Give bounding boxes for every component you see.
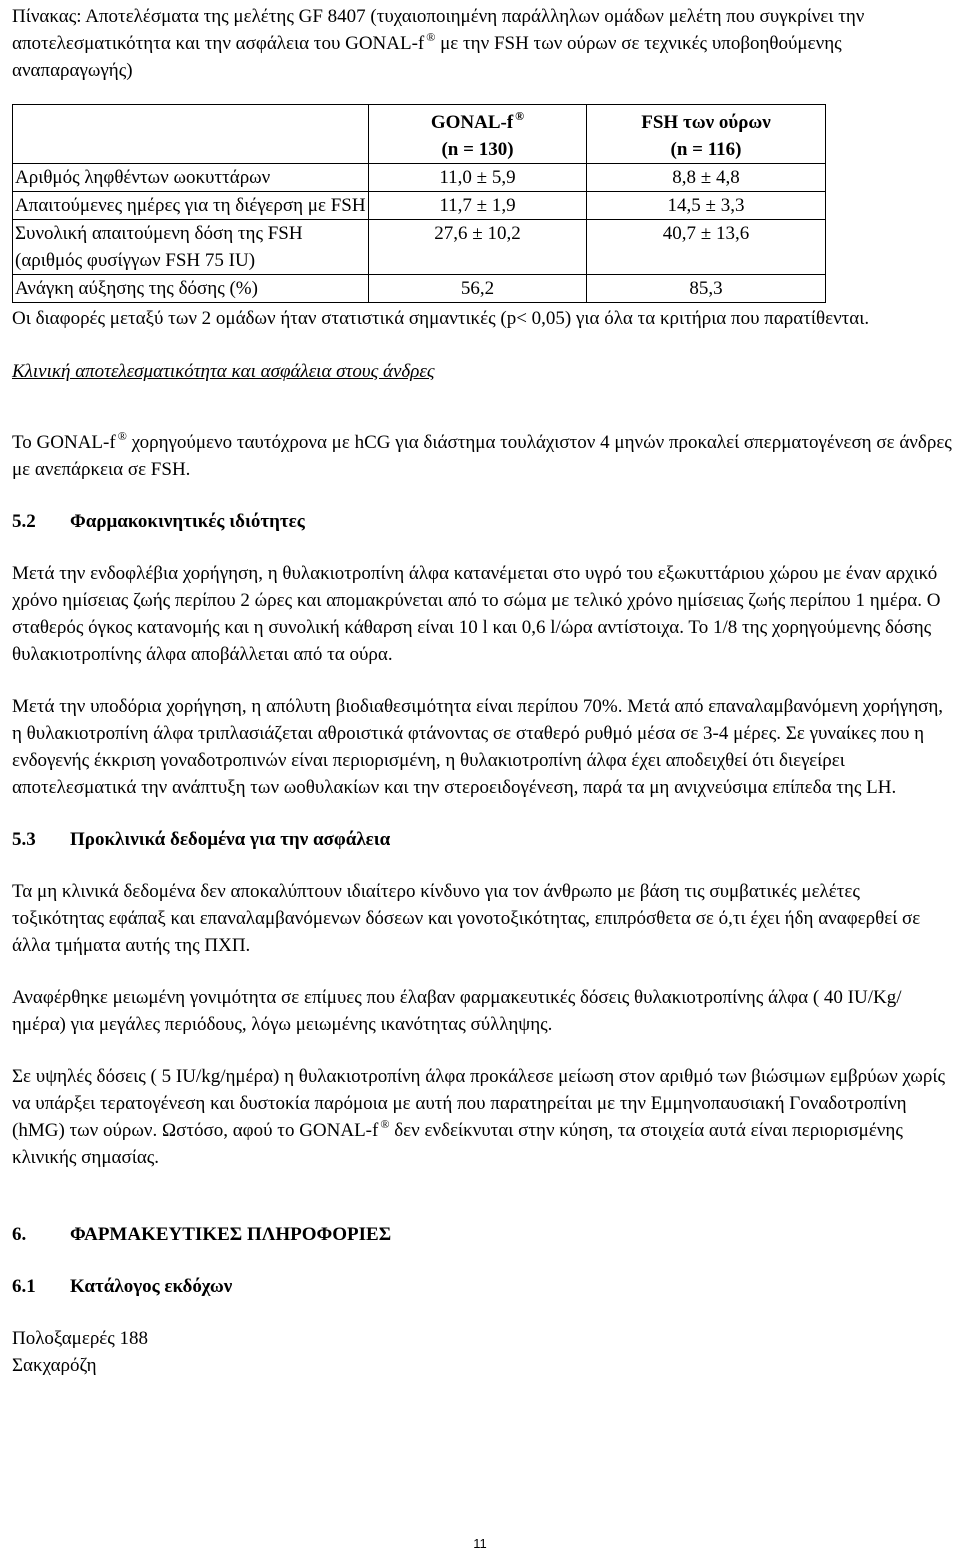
section-5-3-paragraph-3: Σε υψηλές δόσεις ( 5 IU/kg/ημέρα) η θυλακιοτροπίνη άλφα προκάλεσε μείωση στον αριθμό των βιώσιμων εμβρύων χωρίς να υπάρξει τερατογένεση και δυστοκία παρόμοια με αυτή που παρατηρείται με την Εμμηνοπαυσιακή Γοναδοτροπίνη (hMG) των ούρων. Ωστόσο, αφού το GONAL-f ® δεν ενδείκνυται στην κύηση, τα στοιχεία αυτά είναι περιορισμένης κλινικής σημασίας. [12, 1066, 946, 1168]
table-header-fsh: FSH των ούρων (n = 116) [587, 105, 826, 164]
row-value-fsh: 14,5 ± 3,3 [587, 192, 826, 220]
row-value-gonal: 11,0 ± 5,9 [369, 164, 587, 192]
section-6-1-heading: 6.1 Κατάλογος εκδόχων [12, 1276, 233, 1297]
table-header-row [13, 105, 826, 164]
row-label: Ανάγκη αύξησης της δόσης (%) [13, 275, 369, 303]
table-note: Οι διαφορές μεταξύ των 2 ομάδων ήταν στατιστικά σημαντικές (p< 0,05) για όλα τα κριτήρια που παρατίθενται. [12, 308, 870, 329]
row-label: Αριθμός ληφθέντων ωοκυττάρων [13, 164, 369, 192]
document-page [12, 3, 952, 1379]
row-value-gonal: 27,6 ± 10,2 [369, 220, 587, 275]
row-value-gonal: 56,2 [369, 275, 587, 303]
section-5-2-paragraph-1: Μετά την ενδοφλέβια χορήγηση, η θυλακιοτροπίνη άλφα κατανέμεται στο υγρό του εξωκυττάριου χώρου με έναν αρχικό χρόνο ημίσειας ζωής περίπου 2 ώρες και απομακρύνεται από το σώμα με τελικό χρόνο ημίσειας ζωής περίπου 1 ημέρα. Ο σταθερός όγκος κατανομής και η συνολική κάθαρση είναι 10 l και 0,6 l/ώρα αντίστοιχα. Το 1/8 της χορηγούμενης δόσης θυλακιοτροπίνης άλφα αποβάλλεται από τα ούρα. [12, 563, 941, 665]
page-number: 11 [473, 1536, 487, 1551]
row-label: Απαιτούμενες ημέρες για τη διέγερση με FSH [13, 192, 369, 220]
section-5-3-paragraph-1: Τα μη κλινικά δεδομένα δεν αποκαλύπτουν ιδιαίτερο κίνδυνο για τον άνθρωπο με βάση τις συμβατικές μελέτες τοξικότητας εφάπαξ και επαναλαμβανόμενων δόσεων και γονοτοξικότητας, επιπρόσθετα σε ό,τι έχει ήδη αναφερθεί σε άλλα τμήματα αυτής της ΠΧΠ. [12, 881, 921, 956]
table-row [13, 164, 826, 192]
section-5-2-heading: 5.2 Φαρμακοκινητικές ιδιότητες [12, 511, 305, 532]
table-row [13, 275, 826, 303]
men-efficacy-heading: Κλινική αποτελεσματικότητα και ασφάλεια στους άνδρες [12, 361, 435, 382]
table-header-gonal: GONAL-f ® (n = 130) [369, 105, 587, 164]
table-row [13, 192, 826, 220]
table-row [13, 220, 826, 275]
row-value-fsh: 85,3 [587, 275, 826, 303]
section-6-heading: 6. ΦΑΡΜΑΚΕΥΤΙΚΕΣ ΠΛΗΡΟΦΟΡΙΕΣ [12, 1224, 392, 1245]
section-5-3-paragraph-2: Αναφέρθηκε μειωμένη γονιμότητα σε επίμυες που έλαβαν φαρμακευτικές δόσεις θυλακιοτροπίνης άλφα ( 40 IU/Kg/ημέρα) για μεγάλες περιόδους, λόγω μειωμένης ικανότητας σύλληψης. [12, 987, 902, 1035]
excipient-item: Σακχαρόζη [12, 1355, 97, 1376]
table-caption: Πίνακας: Αποτελέσματα της μελέτης GF 8407 (τυχαιοποιημένη παράλληλων ομάδων μελέτη που συγκρίνει την αποτελεσματικότητα και την ασφάλεια του GONAL-f ® με την FSH των ούρων σε τεχνικές υποβοηθούμενης αναπαραγωγής) [12, 6, 865, 81]
row-label: Συνολική απαιτούμενη δόση της FSH (αριθμός φυσίγγων FSH 75 IU) [13, 220, 369, 275]
section-5-2-paragraph-2: Μετά την υποδόρια χορήγηση, η απόλυτη βιοδιαθεσιμότητα είναι περίπου 70%. Μετά από επαναλαμβανόμενη χορήγηση, η θυλακιοτροπίνη άλφα τριπλασιάζεται αθροιστικά φτάνοντας σε σταθερό ρυθμό μέσα σε 3-4 μέρες. Σε γυναίκες που η ενδογενής έκκριση γοναδοτροπινών είναι περιορισμένη, η θυλακιοτροπίνη άλφα έχει αποδειχθεί ότι διεγείρει αποτελεσματικά την ανάπτυξη των ωοθυλακίων και την στεροειδογένεση, παρά τα μη ανιχνεύσιμα επίπεδα της LH. [12, 696, 943, 798]
section-5-3-heading: 5.3 Προκλινικά δεδομένα για την ασφάλεια [12, 829, 391, 850]
row-value-gonal: 11,7 ± 1,9 [369, 192, 587, 220]
results-table [12, 104, 826, 303]
row-value-fsh: 8,8 ± 4,8 [587, 164, 826, 192]
men-efficacy-paragraph: Το GONAL-f ® χορηγούμενο ταυτόχρονα με hCG για διάστημα τουλάχιστον 4 μηνών προκαλεί σπερματογένεση σε άνδρες με ανεπάρκεια σε FSH. [12, 429, 952, 480]
table-header-blank [13, 105, 369, 164]
excipient-item: Πολοξαμερές 188 [12, 1328, 149, 1349]
row-value-fsh: 40,7 ± 13,6 [587, 220, 826, 275]
